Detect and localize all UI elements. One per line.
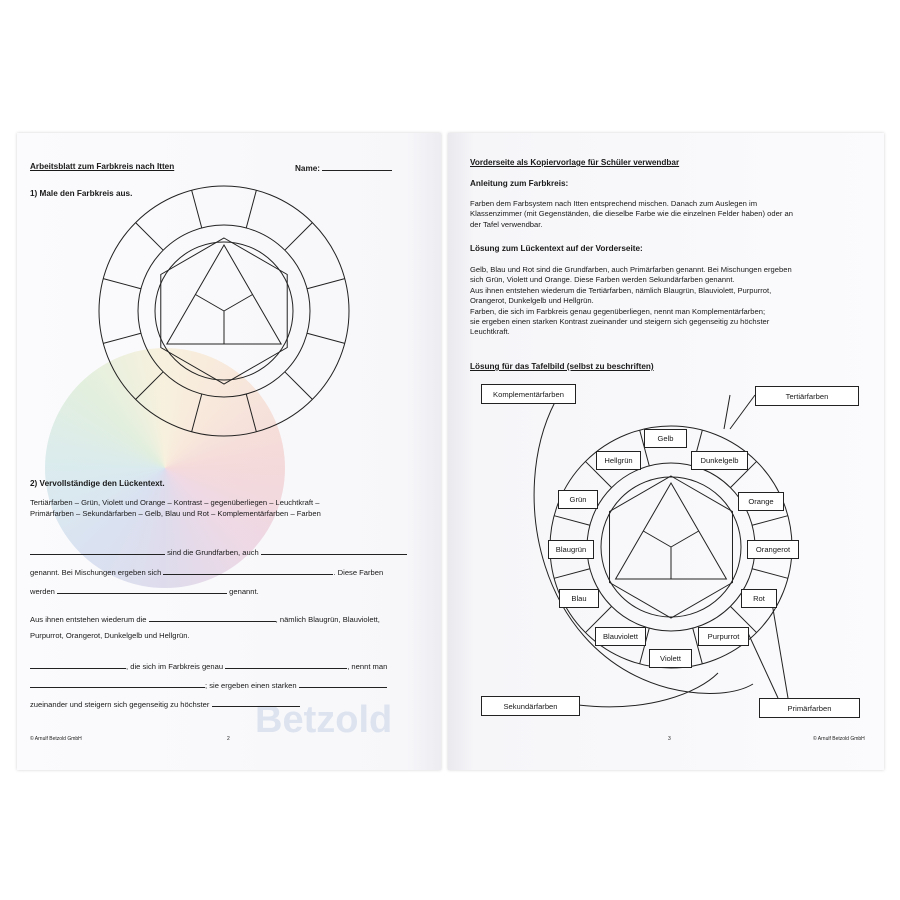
cloze-line-3: werden genannt. — [30, 587, 259, 596]
cloze-line-8: zueinander und steigern sich gegenseitig zu höchster — [30, 698, 300, 710]
label-hellgruen: Hellgrün — [596, 451, 641, 470]
segment-divider-line — [752, 516, 788, 526]
worksheet-title: Arbeitsblatt zum Farbkreis nach Itten — [30, 162, 175, 171]
segment-divider-line — [554, 516, 590, 526]
word-bank-line-2: Primärfarben – Sekundärfarben – Gelb, Blau und Rot – Komplementärfarben – Farben — [30, 509, 321, 518]
segment-divider-line — [192, 394, 202, 432]
segment-divider-line — [103, 333, 141, 343]
segment-divider-line — [246, 394, 256, 432]
tertiaer-connector-2 — [724, 395, 730, 429]
segment-divider-line — [752, 569, 788, 579]
name-label: Name: — [295, 162, 392, 173]
solution-heading: Lösung zum Lückentext auf der Vorderseite: — [470, 244, 643, 253]
segment-divider-line — [307, 333, 345, 343]
right-page-title: Vorderseite als Kopiervorlage für Schüler verwendbar — [470, 158, 680, 167]
page-number-left: 2 — [227, 736, 230, 742]
primaer-connector — [748, 633, 778, 698]
segment-divider-line — [192, 190, 202, 228]
label-orange: Orange — [738, 492, 784, 511]
segment-divider-line — [307, 279, 345, 289]
triangle-inner-line — [195, 295, 224, 312]
copyright-right: © Arnulf Betzold GmbH — [813, 736, 865, 742]
callout-komplementaerfarben: Komplementärfarben — [481, 384, 576, 404]
label-dunkelgelb: Dunkelgelb — [691, 451, 748, 470]
triangle-inner-line — [224, 295, 253, 312]
segment-divider-line — [136, 223, 164, 251]
cloze-line-1: sind die Grundfarben, auch — [30, 546, 407, 558]
copyright-left: © Arnulf Betzold GmbH — [30, 736, 82, 742]
label-purpurrot: Purpurrot — [698, 627, 749, 646]
label-orangerot: Orangerot — [747, 540, 799, 559]
cloze-line-6: , die sich im Farbkreis genau , nennt man — [30, 660, 387, 672]
triangle-inner-line — [671, 531, 699, 547]
board-solution-heading: Lösung für das Tafelbild (selbst zu beschriften) — [470, 362, 654, 371]
label-blau: Blau — [559, 589, 599, 608]
cloze-line-4: Aus ihnen entstehen wiederum die , nämlich Blaugrün, Blauviolett, — [30, 615, 380, 624]
labeled-color-wheel — [448, 133, 884, 770]
label-blauviolett: Blauviolett — [595, 627, 646, 646]
betzold-watermark: Betzold — [255, 699, 393, 741]
segment-divider-line — [285, 372, 313, 400]
task-2-heading: 2) Vervollständige den Lückentext. — [30, 479, 165, 488]
callout-tertiaerfarben: Tertiärfarben — [755, 386, 859, 406]
task-1-heading: 1) Male den Farbkreis aus. — [30, 189, 133, 198]
word-bank-line-1: Tertiärfarben – Grün, Violett und Orange – Kontrast – gegenüberliegen – Leuchtkraft – — [30, 498, 320, 507]
instructions-text: Farben dem Farbsystem nach Itten entsprechend mischen. Danach zum Auslegen im Klassenzimmer (mit Gegenständen, die dieselbe Farbe wie die einzelnen Felder haben) oder an der Tafel verwendbar. — [470, 199, 793, 229]
cloze-line-7: ; sie ergeben einen starken — [30, 679, 387, 691]
triangle-inner-line — [643, 531, 671, 547]
blank-color-wheel — [17, 133, 441, 770]
callout-sekundaerfarben: Sekundärfarben — [481, 696, 580, 716]
page-number-right: 3 — [668, 736, 671, 742]
segment-divider-line — [285, 223, 313, 251]
cloze-line-2: genannt. Bei Mischungen ergeben sich . Diese Farben — [30, 568, 384, 577]
label-gelb: Gelb — [644, 429, 687, 448]
callout-primaerfarben: Primärfarben — [759, 698, 860, 718]
segment-divider-line — [246, 190, 256, 228]
segment-divider-line — [103, 279, 141, 289]
left-page — [17, 133, 441, 770]
label-violett: Violett — [649, 649, 692, 668]
segment-divider-line — [554, 569, 590, 579]
sekundaer-connector — [578, 673, 718, 707]
cloze-line-5: Purpurrot, Orangerot, Dunkelgelb und Hellgrün. — [30, 631, 190, 640]
label-blaugruen: Blaugrün — [548, 540, 594, 559]
instructions-heading: Anleitung zum Farbkreis: — [470, 179, 569, 188]
right-page — [448, 133, 884, 770]
solution-text: Gelb, Blau und Rot sind die Grundfarben, auch Primärfarben genannt. Bei Mischungen ergeben sich Grün, Violett und Orange. Diese Farben werden Sekundärfarben genannt. Aus ihnen entstehen wiederum die Tertiärfarben, nämlich Blaugrün, Blauviolett, Purpurrot, Orangerot, Dunkelgelb und Hellgrün. Farben, die sich im Farbkreis genau gegenüberliegen, nennt man Komplementärfarben; sie ergeben einen starken Kontrast zueinander und steigern sich gegenseitig zu höchster Leuchtkraft. — [470, 265, 792, 337]
segment-divider-line — [136, 372, 164, 400]
tertiaer-connector — [730, 395, 755, 429]
label-rot: Rot — [741, 589, 777, 608]
label-gruen: Grün — [558, 490, 598, 509]
